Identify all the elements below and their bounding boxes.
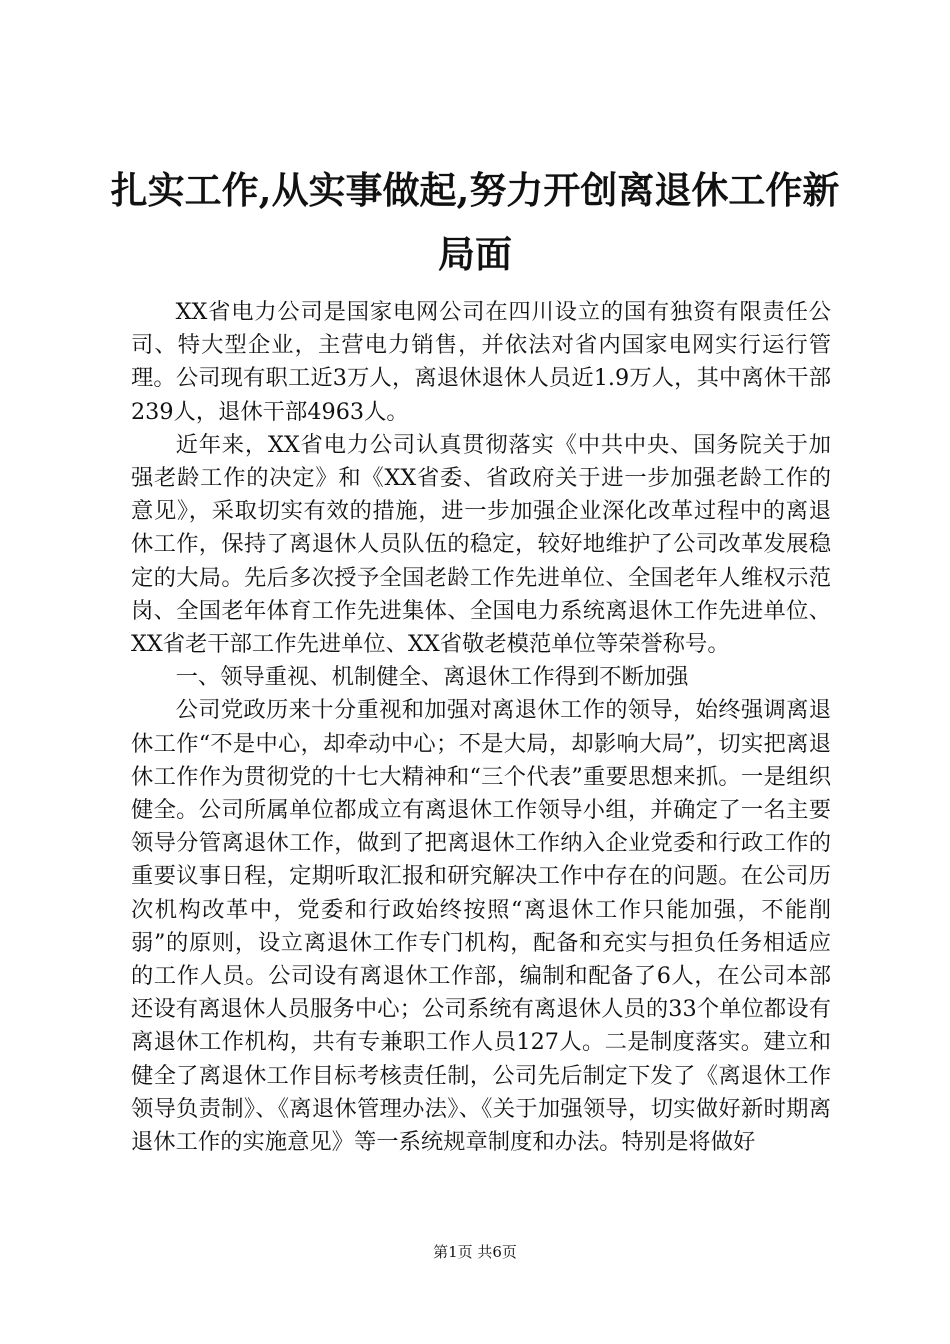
document-body [131, 296, 831, 1159]
paragraph-achievements: 近年来，XX省电力公司认真贯彻落实《中共中央、国务院关于加强老龄工作的决定》和《XX省委、省政府关于进一步加强老龄工作的意见》，采取切实有效的措施，进一步加强企业深化改革过程中的离退休工作，保持了离退休人员队伍的稳定，较好地维护了公司改革发展稳定的大局。先后多次授予全国老龄工作先进单位、全国老年人维权示范岗、全国老年体育工作先进集体、全国电力系统离退休工作先进单位、XX省老干部工作先进单位、XX省敬老模范单位等荣誉称号。 [131, 431, 831, 658]
paragraph-intro: XX省电力公司是国家电网公司在四川设立的国有独资有限责任公司、特大型企业，主营电力销售，并依法对省内国家电网实行运行管理。公司现有职工近3万人，离退休退休人员近1.9万人，其中离休干部239人，退休干部4963人。 [131, 299, 831, 425]
section-heading-1: 一、领导重视、机制健全、离退休工作得到不断加强 [175, 664, 689, 691]
page-number-footer: 第1页 共6页 [433, 1243, 517, 1261]
document-title: 扎实工作,从实事做起,努力开创离退休工作新局面 [110, 168, 840, 276]
paragraph-leadership: 公司党政历来十分重视和加强对离退休工作的领导，始终强调离退休工作“不是中心，却牵动中心；不是大局，却影响大局”，切实把离退休工作作为贯彻党的十七大精神和“三个代表”重要思想来抓。一是组织健全。公司所属单位都成立有离退休工作领导小组，并确定了一名主要领导分管离退休工作，做到了把离退休工作纳入企业党委和行政工作的重要议事日程，定期听取汇报和研究解决工作中存在的问题。在公司历次机构改革中，党委和行政始终按照“离退休工作只能加强，不能削弱”的原则，设立离退休工作专门机构，配备和充实与担负任务相适应的工作人员。公司设有离退休工作部，编制和配备了6人，在公司本部还设有离退休人员服务中心；公司系统有离退休人员的33个单位都设有离退休工作机构，共有专兼职工作人员127人。二是制度落实。建立和健全了离退休工作目标考核责任制，公司先后制定下发了《离退休工作领导负责制》、《离退休管理办法》、《关于加强领导，切实做好新时期离退休工作的实施意见》等一系统规章制度和办法。特别是将做好 [131, 697, 831, 1156]
